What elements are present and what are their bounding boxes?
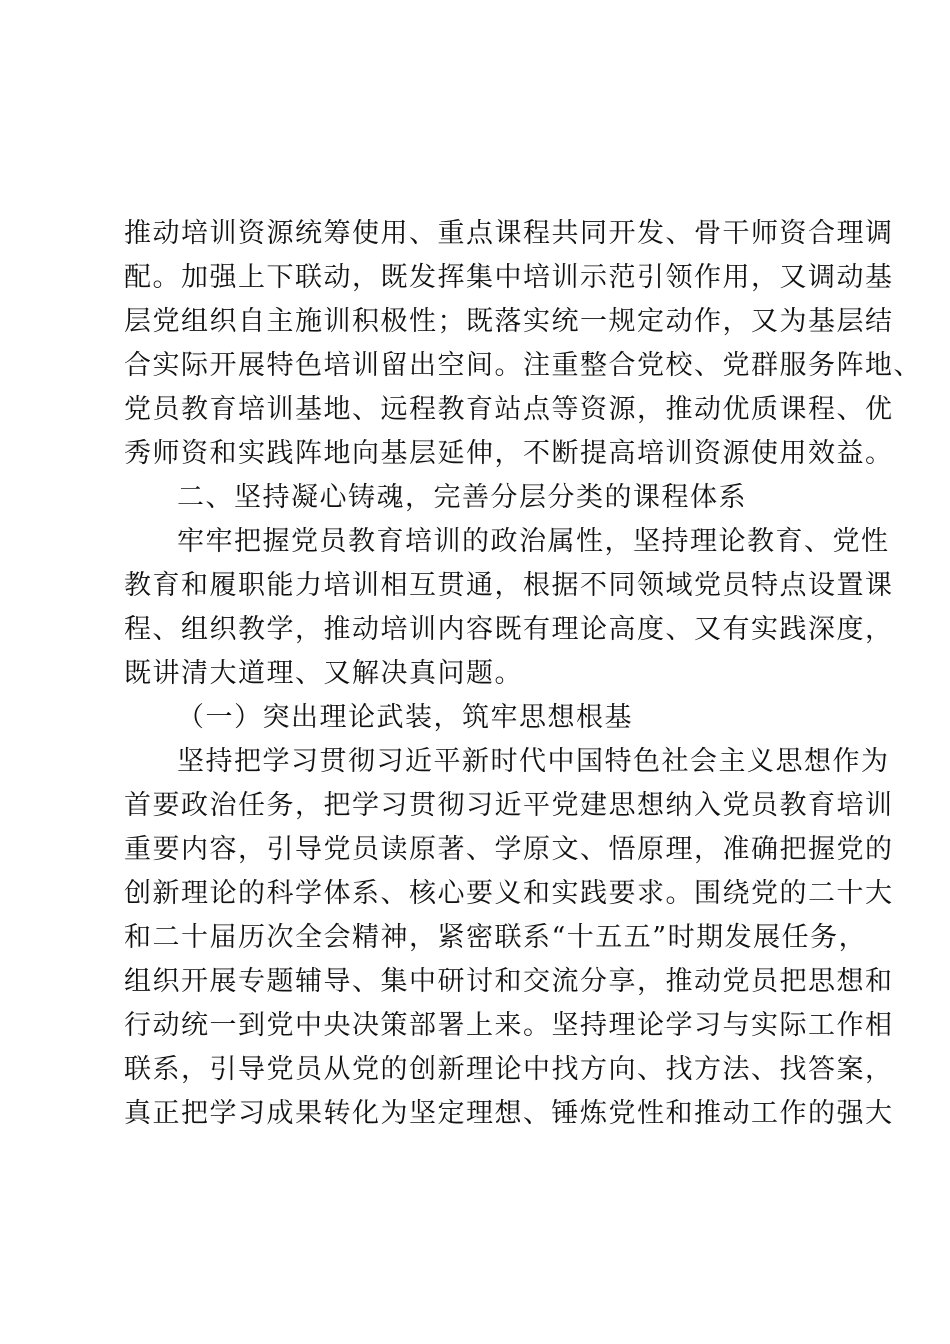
paragraph-line: 首要政治任务，把学习贯彻习近平党建思想纳入党员教育培训 — [124, 790, 894, 821]
section-heading: 二、坚持凝心铸魂，完善分层分类的课程体系 — [177, 482, 747, 513]
paragraph-line: 重要内容，引导党员读原著、学原文、悟原理，准确把握党的 — [124, 834, 894, 865]
paragraph-line: 坚持把学习贯彻习近平新时代中国特色社会主义思想作为 — [177, 746, 890, 777]
paragraph-line: 真正把学习成果转化为坚定理想、锤炼党性和推动工作的强大 — [124, 1098, 894, 1129]
paragraph-line: 联系，引导党员从党的创新理论中找方向、找方法、找答案， — [124, 1054, 894, 1085]
paragraph-line: 教育和履职能力培训相互贯通，根据不同领域党员特点设置课 — [124, 570, 894, 601]
paragraph-line: 行动统一到党中央决策部署上来。坚持理论学习与实际工作相 — [124, 1010, 894, 1041]
paragraph-line: 党员教育培训基地、远程教育站点等资源，推动优质课程、优 — [124, 394, 894, 425]
paragraph-line: 创新理论的科学体系、核心要义和实践要求。围绕党的二十大 — [124, 878, 894, 909]
subsection-heading: （一）突出理论武装，筑牢思想根基 — [177, 702, 633, 733]
paragraph-line: 和二十届历次全会精神，紧密联系“十五五”时期发展任务， — [124, 922, 868, 953]
paragraph-line: 推动培训资源统筹使用、重点课程共同开发、骨干师资合理调 — [124, 218, 894, 249]
paragraph-line: 层党组织自主施训积极性；既落实统一规定动作，又为基层结 — [124, 306, 894, 337]
paragraph-line: 配。加强上下联动，既发挥集中培训示范引领作用，又调动基 — [124, 262, 894, 293]
paragraph-line: 程、组织教学，推动培训内容既有理论高度、又有实践深度， — [124, 614, 894, 645]
paragraph-line: 秀师资和实践阵地向基层延伸，不断提高培训资源使用效益。 — [124, 438, 894, 469]
paragraph-line: 组织开展专题辅导、集中研讨和交流分享，推动党员把思想和 — [124, 966, 894, 997]
paragraph-line: 牢牢把握党员教育培训的政治属性，坚持理论教育、党性 — [177, 526, 890, 557]
paragraph-line: 既讲清大道理、又解决真问题。 — [124, 658, 523, 689]
paragraph-line: 合实际开展特色培训留出空间。注重整合党校、党群服务阵地、 — [124, 350, 922, 381]
